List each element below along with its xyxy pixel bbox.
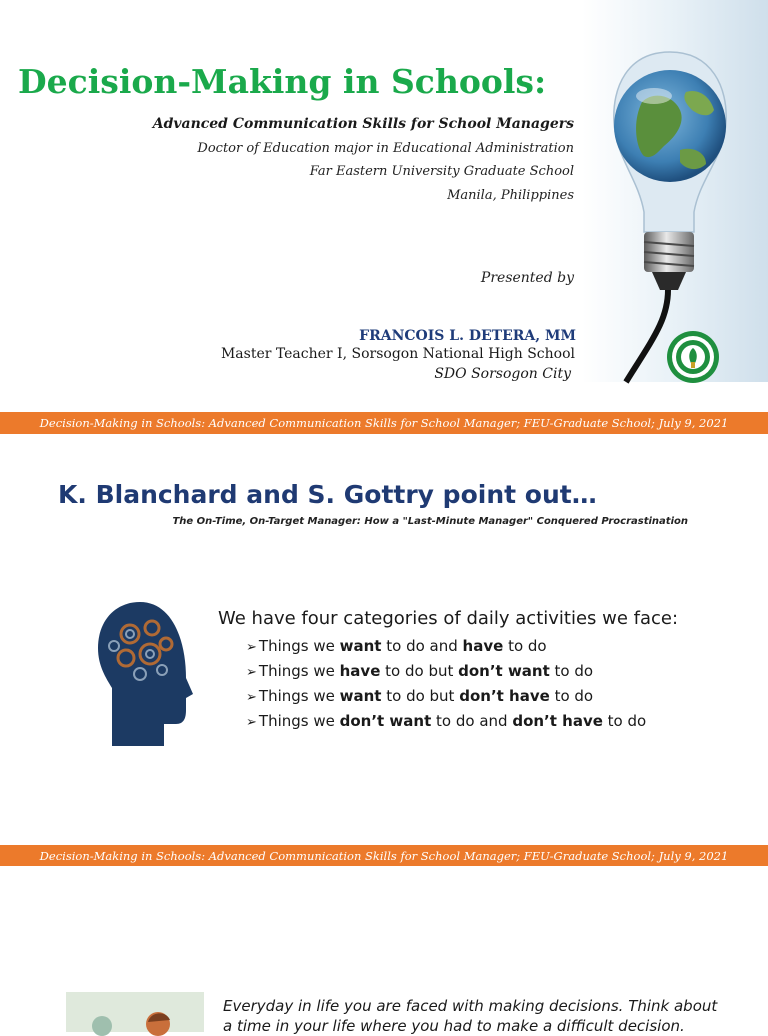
slide-title: Decision-Making in Schools:	[18, 62, 547, 101]
list-item: ➢ Things we have to do but don’t want to do	[246, 662, 594, 680]
presented-by-label: Presented by	[480, 270, 574, 286]
lightbulb-globe-image	[582, 0, 768, 382]
activities-lead: We have four categories of daily activities we face:	[218, 608, 679, 629]
degree-line: Doctor of Education major in Educational Administration	[197, 141, 574, 156]
arrow-bullet-icon: ➢	[246, 715, 257, 730]
list-item: ➢ Things we want to do but don’t have to do	[246, 687, 594, 705]
location-line: Manila, Philippines	[447, 188, 574, 203]
presenter-name: FRANCOIS L. DETERA, MM	[359, 328, 576, 344]
presenter-office: SDO Sorsogon City	[434, 366, 571, 382]
school-seal-logo	[666, 330, 720, 384]
slide-subtitle: Advanced Communication Skills for School Managers	[152, 116, 574, 132]
list-item: ➢ Things we don’t want to do and don’t have to do	[246, 712, 647, 730]
book-title: The On-Time, On-Target Manager: How a "Last-Minute Manager" Conquered Procrastination	[172, 516, 688, 527]
title-slide	[0, 0, 768, 412]
arrow-bullet-icon: ➢	[246, 690, 257, 705]
school-line: Far Eastern University Graduate School	[309, 164, 574, 179]
slide-heading: K. Blanchard and S. Gottry point out…	[58, 480, 597, 509]
list-item: ➢ Things we want to do and have to do	[246, 637, 547, 655]
slide-footer: Decision-Making in Schools: Advanced Communication Skills for School Manager; FEU-Graduate School; July 9, 2021	[0, 845, 768, 867]
presenter-role: Master Teacher I, Sorsogon National High School	[220, 346, 575, 362]
categories-slide	[0, 434, 768, 844]
head-gears-icon	[96, 600, 196, 746]
arrow-bullet-icon: ➢	[246, 665, 257, 680]
activities-list	[246, 634, 646, 734]
person-thinking-image	[66, 992, 204, 1032]
decision-prompt-text: Everyday in life you are faced with making decisions. Think about a time in your life where you had to make a difficult decision.	[223, 997, 718, 1035]
slide-footer: Decision-Making in Schools: Advanced Communication Skills for School Manager; FEU-Graduate School; July 9, 2021	[0, 412, 768, 434]
decision-slide	[0, 866, 768, 1035]
arrow-bullet-icon: ➢	[246, 640, 257, 655]
